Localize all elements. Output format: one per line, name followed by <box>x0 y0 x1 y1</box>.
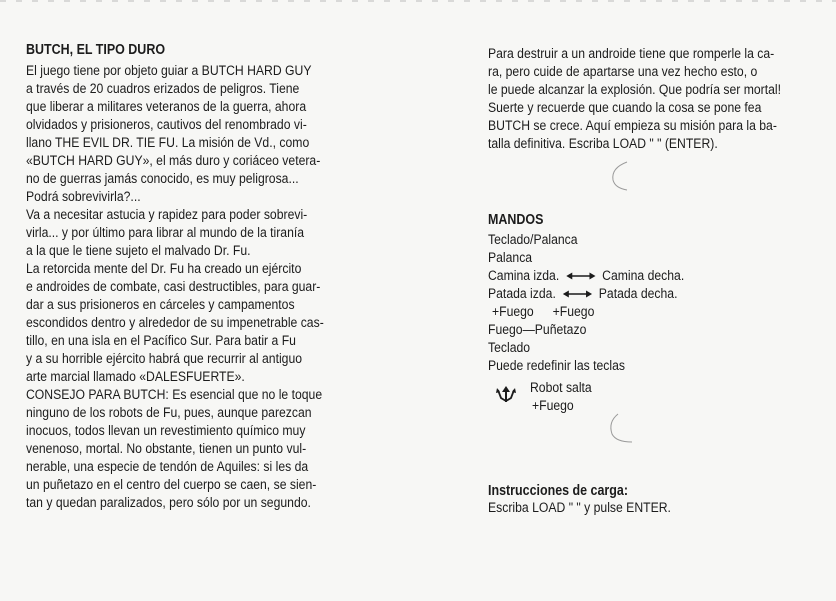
loading-title: Instrucciones de carga: <box>488 483 628 499</box>
body-line: CONSEJO PARA BUTCH: Es esencial que no le toque <box>26 387 323 403</box>
body-line: llano THE EVIL DR. TIE FU. La misión de Vd., como <box>26 135 310 151</box>
body-line: virla... y por último para librar al mundo de la tiranía <box>26 225 305 241</box>
body-line: tillo, en una isla en el Pacífico Sur. Para batir a Fu <box>26 333 296 349</box>
body-line: nerable, una especie de tendón de Aquiles: si les da <box>26 459 309 475</box>
body-line: ninguno de los robots de Fu, pues, aunque parezcan <box>26 405 312 421</box>
body-line: tan y quedan paralizados, pero sólo por un segundo. <box>26 495 311 511</box>
double-arrow-icon <box>566 271 595 281</box>
kick-right-label: Patada decha. <box>598 286 678 302</box>
controls-fuego-row <box>492 303 594 321</box>
body-line: La retorcida mente del Dr. Fu ha creado un ejército <box>26 261 302 277</box>
robot-fire-label: +Fuego <box>532 398 574 414</box>
section-title-butch: BUTCH, EL TIPO DURO <box>26 42 166 58</box>
body-line: escondidos dentro y alrededor de su impenetrable cas- <box>26 315 324 331</box>
up-arrow-trident-icon <box>495 385 517 405</box>
body-line: un puñetazo en el centro del cuerpo se caen, se sien- <box>26 477 317 493</box>
intro-line: Para destruir a un androide tiene que romperle la ca- <box>488 46 775 62</box>
double-arrow-icon <box>563 289 592 299</box>
walk-left-label: Camina izda. <box>488 268 560 284</box>
intro-line: Suerte y recuerde que cuando la cosa se pone fea <box>488 100 762 116</box>
kick-left-label: Patada izda. <box>488 286 556 302</box>
controls-teclado-palanca: Teclado/Palanca <box>488 232 578 248</box>
controls-fire-punch: Fuego—Puñetazo <box>488 322 587 338</box>
controls-title: MANDOS <box>488 212 544 228</box>
body-line: no de guerras jamás conocido, es muy peligrosa... <box>26 171 299 187</box>
fire-right-label: +Fuego <box>552 304 595 320</box>
controls-palanca: Palanca <box>488 250 533 266</box>
body-line: Podrá sobrevivirla?... <box>26 189 141 205</box>
body-line: e androides de combate, casi destructibles, para guar- <box>26 279 321 295</box>
fire-left-label: +Fuego <box>492 304 534 320</box>
controls-walk-row <box>488 267 684 285</box>
intro-line: ra, pero cuide de apartarse una vez hecho esto, o <box>488 64 758 80</box>
body-line: a través de 20 cuadros erizados de peligros. Tiene <box>26 81 300 97</box>
controls-redefine: Puede redefinir las teclas <box>488 358 626 374</box>
body-line: y a su horrible ejército habrá que recurrir al antiguo <box>26 351 303 367</box>
top-edge-dashes <box>0 0 836 4</box>
controls-teclado: Teclado <box>488 340 531 356</box>
robot-jump-label: Robot salta <box>530 380 592 396</box>
body-line: Va a necesitar astucia y rapidez para poder sobrevi- <box>26 207 308 223</box>
body-line: inocuos, todos llevan un revestimiento químico muy <box>26 423 306 439</box>
body-line: dar a sus prisioneros en cárceles y campamentos <box>26 297 295 313</box>
intro-line: BUTCH se crece. Aquí empieza su misión para la ba- <box>488 118 777 134</box>
controls-kick-row <box>488 285 677 303</box>
intro-line: le puede alcanzar la explosión. Que podría ser mortal! <box>488 82 782 98</box>
body-line: a la que le tiene sujeto el malvado Dr. Fu. <box>26 243 251 259</box>
scan-bracket-mark <box>607 160 631 192</box>
walk-right-label: Camina decha. <box>602 268 685 284</box>
intro-line: talla definitiva. Escriba LOAD " " (ENTER). <box>488 136 718 152</box>
body-line: arte marcial llamado «DALESFUERTE». <box>26 369 245 385</box>
body-line: «BUTCH HARD GUY», el más duro y coriáceo vetera- <box>26 153 321 169</box>
body-line: que liberar a militares veteranos de la guerra, ahora <box>26 99 307 115</box>
body-line: El juego tiene por objeto guiar a BUTCH HARD GUY <box>26 63 312 79</box>
body-line: venenoso, mortal. No obstante, tienen un punto vul- <box>26 441 307 457</box>
scan-bracket-mark <box>604 412 634 446</box>
loading-text: Escriba LOAD " " y pulse ENTER. <box>488 500 671 516</box>
body-line: olvidados y prisioneros, cautivos del renombrado vi- <box>26 117 307 133</box>
